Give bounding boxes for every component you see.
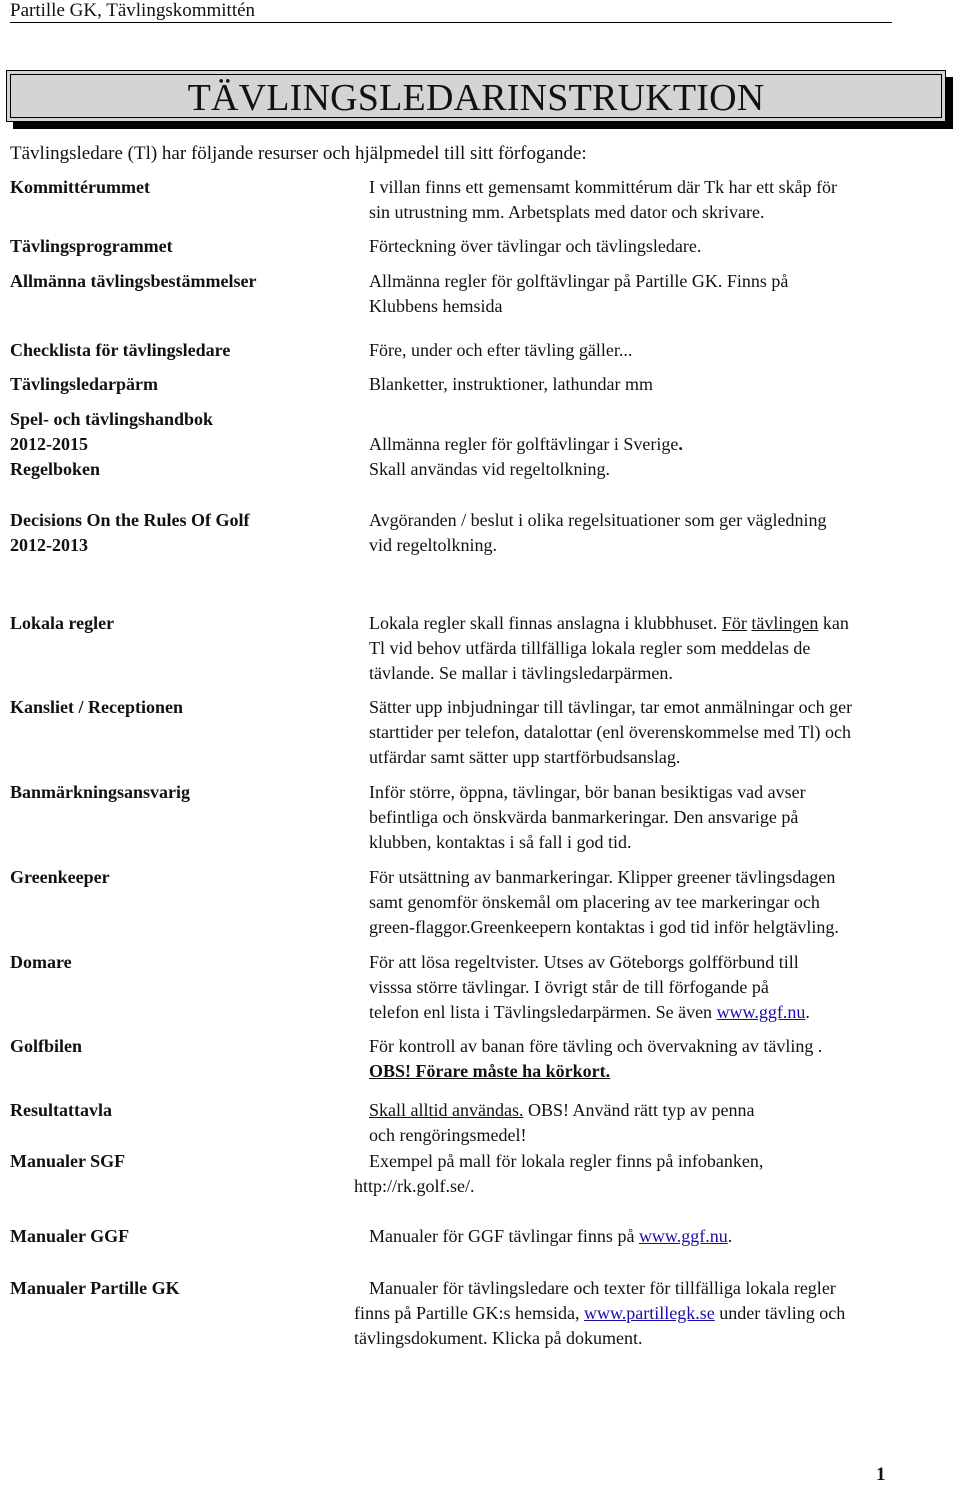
desc-resultattavla xyxy=(369,1098,949,1148)
desc-allmanna-bestammelser xyxy=(369,269,949,319)
desc-kommitterummet xyxy=(369,175,949,225)
label-greenkeeper: Greenkeeper xyxy=(10,867,110,887)
underlined-text: Skall alltid användas. xyxy=(369,1100,524,1120)
label-kansliet: Kansliet / Receptionen xyxy=(10,697,183,717)
title-box xyxy=(6,70,946,122)
label-line: Regelboken xyxy=(10,459,100,479)
intro-text: Tävlingsledare (Tl) har följande resurser och hjälpmedel till sitt förfogande: xyxy=(10,143,587,164)
desc-line: Skall användas vid regeltolkning. xyxy=(369,459,610,479)
desc-manualer-sgf xyxy=(354,1149,954,1199)
label-spelhandbok xyxy=(10,407,213,482)
ggf-link[interactable]: www.ggf.nu xyxy=(638,1226,728,1246)
desc-line xyxy=(369,1224,949,1249)
desc-line: befintliga och önskvärda banmarkeringar. Den ansvarige på xyxy=(369,807,799,827)
desc-text: . xyxy=(727,1226,733,1246)
desc-manualer-partille xyxy=(354,1276,954,1351)
underlined-text: tävlingen xyxy=(751,613,819,633)
desc-golfbilen xyxy=(369,1034,949,1084)
label-manualer-partille: Manualer Partille GK xyxy=(10,1278,180,1298)
desc-line: sin utrustning mm. Arbetsplats med dator och skrivare. xyxy=(369,202,765,222)
label-resultattavla: Resultattavla xyxy=(10,1100,112,1120)
desc-banmarkning xyxy=(369,780,949,855)
desc-lokala-regler xyxy=(369,611,949,686)
desc-line: utfärdar samt sätter upp startförbudsanslag. xyxy=(369,747,681,767)
desc-decisions xyxy=(369,508,949,558)
label-manualer-ggf: Manualer GGF xyxy=(10,1226,130,1246)
desc-line: tävlingsdokument. Klicka på dokument. xyxy=(354,1328,643,1348)
desc-line: I villan finns ett gemensamt kommittérum där Tk har ett skåp för xyxy=(369,177,838,197)
label-line: 2012-2015 xyxy=(10,434,88,454)
title-box-frame xyxy=(6,70,946,122)
desc-line: samt genomför önskemål om placering av tee markeringar och xyxy=(369,892,820,912)
desc-line: Avgöranden / beslut i olika regelsituationer som ger vägledning xyxy=(369,510,827,530)
desc-text: OBS! Använd rätt typ av penna xyxy=(523,1100,755,1120)
desc-text: Manualer för GGF tävlingar finns på xyxy=(369,1226,639,1246)
desc-line: Inför större, öppna, tävlingar, bör banan besiktigas vad avser xyxy=(369,782,806,802)
desc-text: telefon enl lista i Tävlingsledarpärmen. Se även xyxy=(369,1002,717,1022)
desc-kansliet xyxy=(369,695,949,770)
underlined-text: För xyxy=(721,613,747,633)
partillegk-link[interactable]: www.partillegk.se xyxy=(583,1303,715,1323)
desc-line: Sätter upp inbjudningar till tävlingar, tar emot anmälningar och ger xyxy=(369,697,853,717)
label-decisions xyxy=(10,508,250,558)
label-line: 2012-2013 xyxy=(10,535,88,555)
label-kommitterummet: Kommittérummet xyxy=(10,177,150,197)
label-domare: Domare xyxy=(10,952,72,972)
desc-line: tävlande. Se mallar i tävlingsledarpärmen. xyxy=(369,663,673,683)
obs-warning: OBS! Förare måste ha körkort. xyxy=(369,1061,611,1081)
desc-bold-dot: . xyxy=(678,434,683,454)
desc-line: För kontroll av banan före tävling och övervakning av tävling . xyxy=(369,1036,823,1056)
label-allmanna-bestammelser: Allmänna tävlingsbestämmelser xyxy=(10,271,257,291)
desc-line xyxy=(369,1098,949,1123)
desc-text: Lokala regler skall finnas anslagna i klubbhuset. xyxy=(369,613,722,633)
label-banmarkning: Banmärkningsansvarig xyxy=(10,782,191,802)
desc-line: visssa större tävlingar. I övrigt står de till förfogande på xyxy=(369,977,769,997)
desc-line xyxy=(354,1301,954,1326)
desc-line: och rengöringsmedel! xyxy=(369,1125,527,1145)
desc-tavlingsprogrammet: Förteckning över tävlingar och tävlingsledare. xyxy=(369,236,702,256)
desc-spelhandbok xyxy=(369,432,949,482)
desc-text: under tävling och xyxy=(714,1303,846,1323)
desc-line: Manualer för tävlingsledare och texter för tillfälliga lokala regler xyxy=(369,1278,836,1298)
label-checklista: Checklista för tävlingsledare xyxy=(10,340,231,360)
document-header: Partille GK, Tävlingskommittén xyxy=(10,0,892,23)
label-line: Decisions On the Rules Of Golf xyxy=(10,510,250,530)
desc-line: starttider per telefon, datalottar (enl överenskommelse med Tl) och xyxy=(369,722,851,742)
label-line: Spel- och tävlingshandbok xyxy=(10,409,214,429)
desc-text: Allmänna regler för golftävlingar i Sverige xyxy=(369,434,679,454)
label-tavlingsledarparm: Tävlingsledarpärm xyxy=(10,374,159,394)
desc-text: kan xyxy=(818,613,849,633)
desc-line xyxy=(369,611,949,636)
desc-line xyxy=(369,432,949,457)
label-manualer-sgf: Manualer SGF xyxy=(10,1151,126,1171)
page-number: 1 xyxy=(876,1464,886,1485)
desc-line: klubben, kontaktas i så fall i god tid. xyxy=(369,832,632,852)
desc-greenkeeper xyxy=(369,865,949,940)
desc-line: För utsättning av banmarkeringar. Klipper greener tävlingsdagen xyxy=(369,867,836,887)
desc-line: Allmänna regler för golftävlingar på Partille GK. Finns på xyxy=(369,271,789,291)
desc-line: vid regeltolkning. xyxy=(369,535,497,555)
desc-domare xyxy=(369,950,949,1025)
desc-text: . xyxy=(805,1002,810,1022)
desc-line: http://rk.golf.se/. xyxy=(354,1176,475,1196)
label-lokala-regler: Lokala regler xyxy=(10,613,115,633)
ggf-link[interactable]: www.ggf.nu xyxy=(716,1002,806,1022)
desc-line: För att lösa regeltvister. Utses av Göteborgs golfförbund till xyxy=(369,952,799,972)
desc-line xyxy=(369,1059,949,1084)
desc-line: Tl vid behov utfärda tillfälliga lokala regler som meddelas de xyxy=(369,638,811,658)
desc-line: Exempel på mall för lokala regler finns på infobanken, xyxy=(369,1151,764,1171)
label-tavlingsprogrammet: Tävlingsprogrammet xyxy=(10,236,173,256)
desc-checklista: Före, under och efter tävling gäller... xyxy=(369,340,633,360)
desc-line xyxy=(369,1000,949,1025)
label-golfbilen: Golfbilen xyxy=(10,1036,83,1056)
desc-tavlingsledarparm: Blanketter, instruktioner, lathundar mm xyxy=(369,374,653,394)
page-title: TÄVLINGSLEDARINSTRUKTION xyxy=(10,74,942,118)
desc-text: finns på Partille GK:s hemsida, xyxy=(354,1303,584,1323)
desc-line: Klubbens hemsida xyxy=(369,296,503,316)
desc-line: green-flaggor.Greenkeepern kontaktas i god tid inför helgtävling. xyxy=(369,917,839,937)
desc-manualer-ggf xyxy=(369,1224,949,1249)
